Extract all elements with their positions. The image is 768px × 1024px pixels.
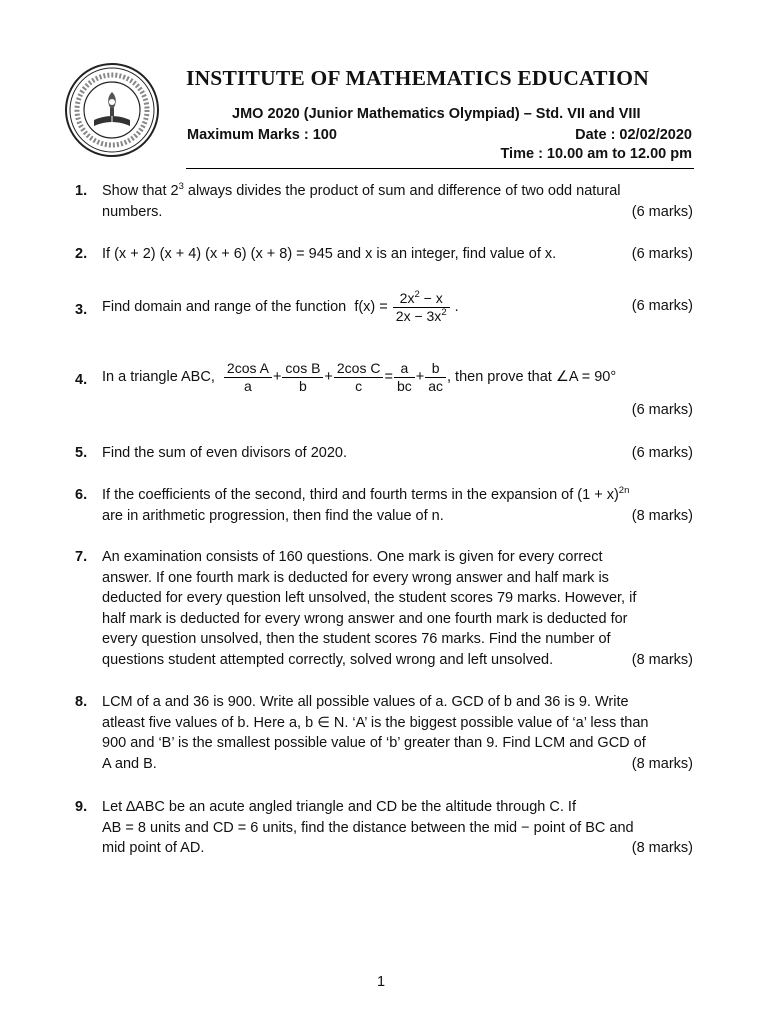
institute-title: INSTITUTE OF MATHEMATICS EDUCATION bbox=[186, 66, 649, 90]
question-marks: (6 marks) bbox=[631, 445, 693, 461]
question-marks: (6 marks) bbox=[631, 246, 693, 262]
question-text: A and B. bbox=[102, 755, 157, 772]
exam-time: Time : 10.00 am to 12.00 pm bbox=[500, 146, 692, 162]
function-fraction: $\frac{2x^2 - x}{2x - 3x^2}$ bbox=[393, 290, 450, 325]
question-text: answer. If one fourth mark is deducted for every wrong answer and half mark is bbox=[102, 569, 609, 586]
question-number: 1. bbox=[75, 183, 88, 199]
header-divider bbox=[186, 168, 694, 169]
question-marks: (8 marks) bbox=[631, 651, 693, 668]
exam-date: Date : 02/02/2020 bbox=[575, 127, 692, 143]
question-text: are in arithmetic progression, then find the value of n. bbox=[102, 507, 444, 524]
maximum-marks: Maximum Marks : 100 bbox=[187, 127, 337, 143]
question-marks: (6 marks) bbox=[631, 402, 693, 418]
question-text: 900 and ‘B’ is the smallest possible value of ‘b’ greater than 9. Find LCM and GCD of bbox=[102, 735, 646, 751]
question-number: 6. bbox=[75, 487, 88, 503]
question-text: AB = 8 units and CD = 6 units, find the distance between the mid − point of BC and bbox=[102, 819, 634, 836]
question-text: numbers. bbox=[102, 203, 163, 220]
question-number: 8. bbox=[75, 694, 88, 710]
question-text: Let ∆ABC be an acute angled triangle and CD be the altitude through C. If bbox=[102, 799, 576, 815]
question-text: half mark is deducted for every wrong answer and one fourth mark is deducted for bbox=[102, 610, 628, 627]
question-marks: (6 marks) bbox=[631, 298, 693, 314]
question-marks: (8 marks) bbox=[631, 755, 693, 772]
question-number: 5. bbox=[75, 445, 88, 461]
question-text: Find the sum of even divisors of 2020. bbox=[102, 445, 348, 461]
question-text: Show that $2^3$ always divides the product of sum and difference of two odd natural bbox=[102, 181, 621, 199]
question-text: If (x + 2) (x + 4) (x + 6) (x + 8) = 945 and x is an integer, find value of x. bbox=[102, 246, 557, 262]
question-equation: In a triangle ABC, $\frac{\text{2cos A}}{a}$ + $\frac{\text{cos B}}{b}$ + $\frac{\text{2cos C}}{c}$ = $\frac{a}{bc}$ + $\frac{b}{ac}$ , then prove that ∠A = 90° bbox=[102, 359, 617, 394]
question-text: every question unsolved, then the student scores 76 marks. Find the number of bbox=[102, 631, 611, 647]
question-number: 7. bbox=[75, 549, 88, 565]
question-text: atleast five values of b. Here a, b ∈ N. ‘A’ is the biggest possible value of ‘a’ less than bbox=[102, 714, 649, 731]
question-marks: (8 marks) bbox=[631, 840, 693, 856]
question-text: questions student attempted correctly, solved wrong and left unsolved. bbox=[102, 651, 554, 668]
question-number: 3. bbox=[75, 302, 88, 318]
question-text: If the coefficients of the second, third and fourth terms in the expansion of $(1 + x)^{2n}$ bbox=[102, 485, 630, 503]
question-text: deducted for every question left unsolved, the student scores 79 marks. However, if bbox=[102, 590, 637, 606]
question-text: An examination consists of 160 questions. One mark is given for every correct bbox=[102, 549, 603, 565]
question-text: LCM of a and 36 is 900. Write all possible values of a. GCD of b and 36 is 9. Write bbox=[102, 694, 629, 710]
question-number: 9. bbox=[75, 799, 88, 815]
question-number: 4. bbox=[75, 372, 88, 388]
question-text: mid point of AD. bbox=[102, 840, 205, 856]
question-number: 2. bbox=[75, 246, 88, 262]
institute-seal-icon bbox=[64, 62, 160, 158]
exam-subtitle: JMO 2020 (Junior Mathematics Olympiad) – Std. VII and VIII bbox=[232, 106, 641, 122]
page-number: 1 bbox=[377, 974, 386, 990]
question-marks: (8 marks) bbox=[631, 507, 693, 524]
function-label: f(x) = bbox=[354, 298, 388, 315]
question-text: Find domain and range of the function bbox=[102, 298, 347, 315]
question-marks: (6 marks) bbox=[631, 203, 693, 220]
